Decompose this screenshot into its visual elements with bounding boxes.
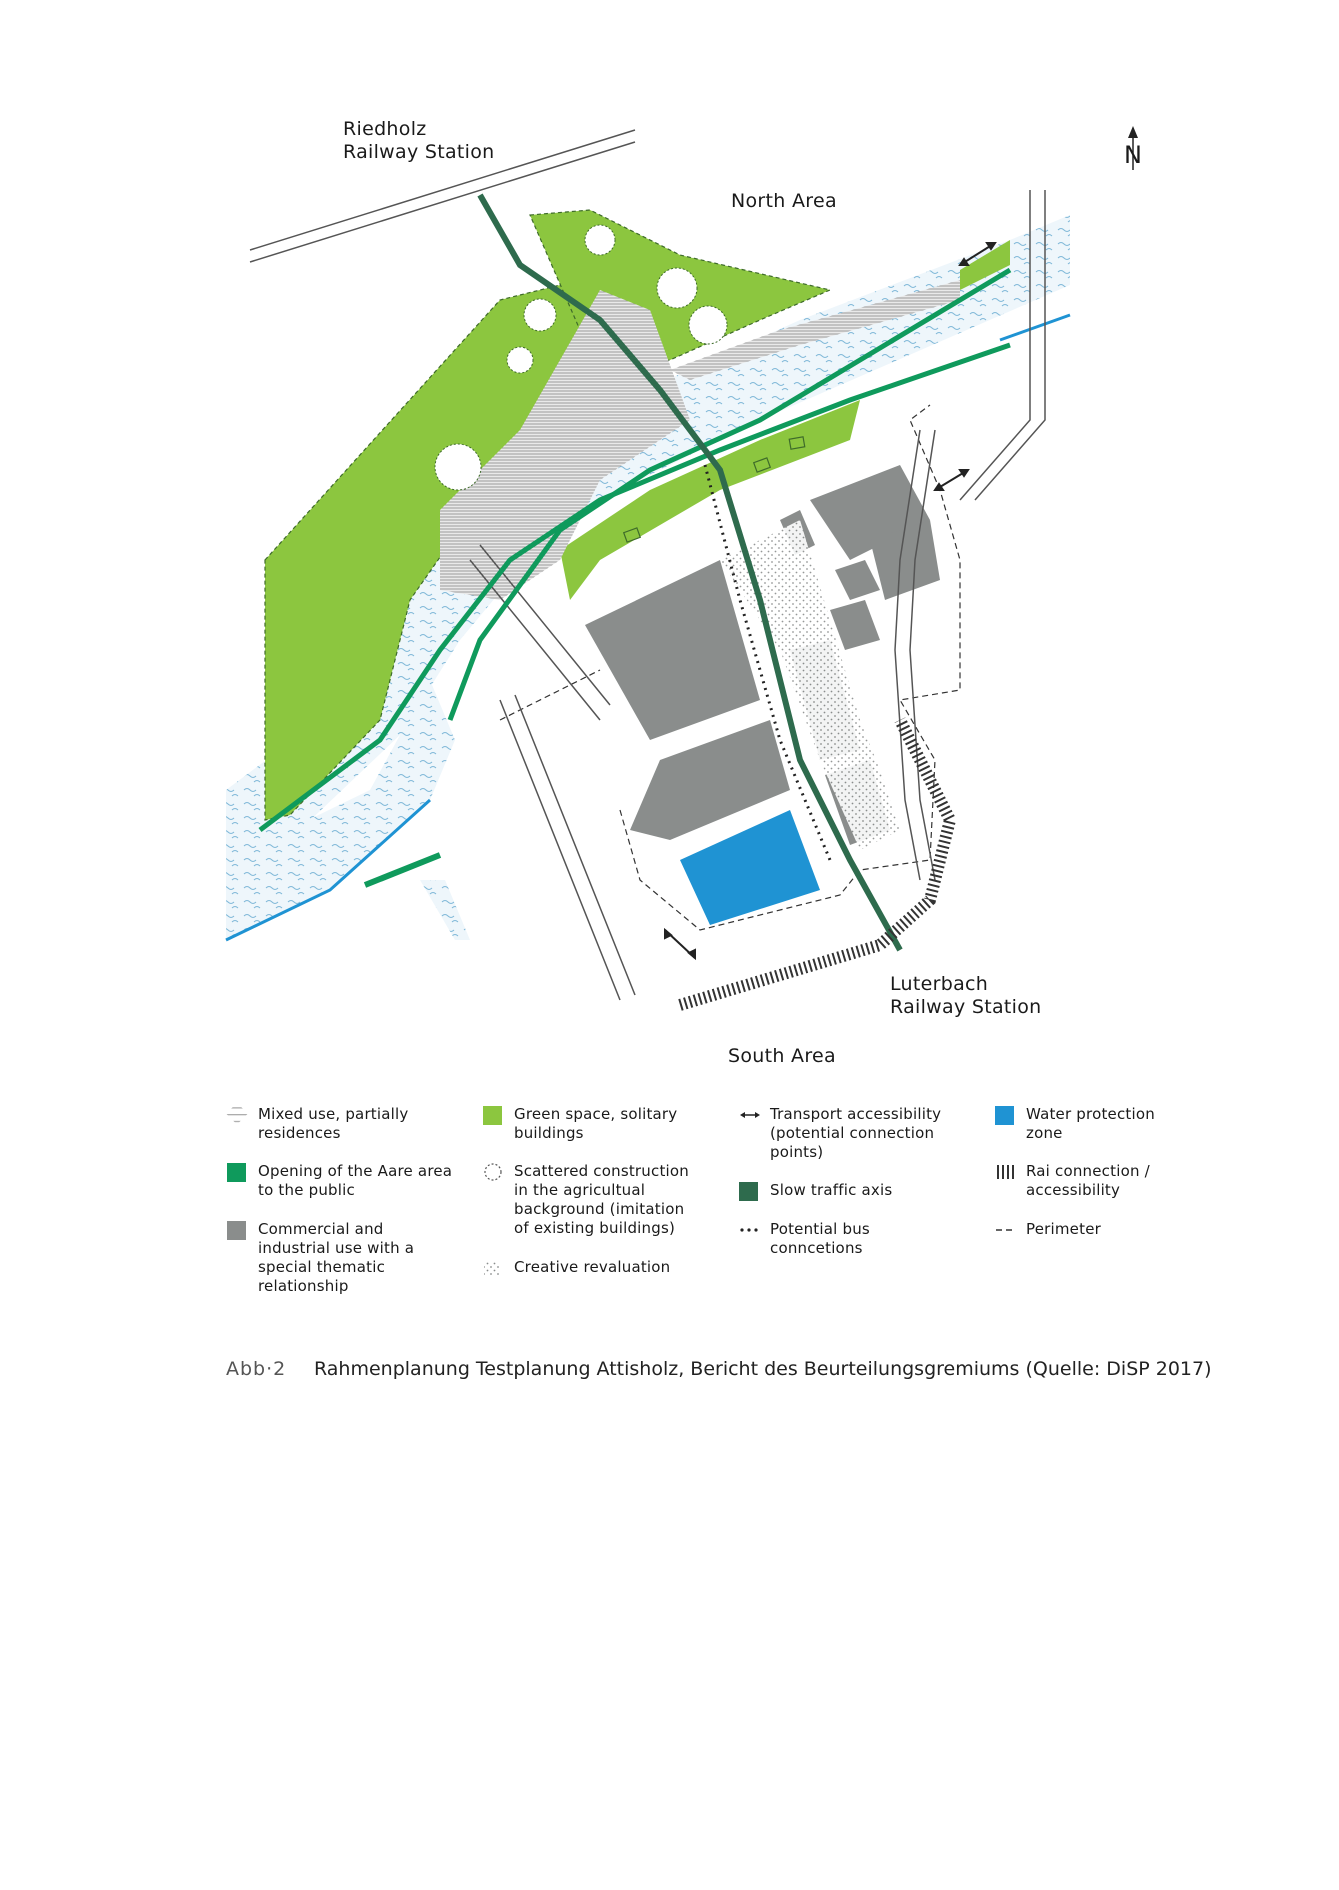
river-south-arm — [420, 880, 470, 940]
light-green-square-icon — [482, 1105, 506, 1125]
figure-caption — [226, 1358, 1212, 1380]
label-riedholz-2: Railway Station — [343, 141, 495, 163]
rail-hatch-icon — [994, 1162, 1018, 1182]
label-south-area: South Area — [728, 1045, 836, 1067]
legend-item-water-protection: Water protection zone — [994, 1105, 1186, 1143]
slow-traffic-square-icon — [738, 1181, 762, 1201]
legend-item-creative: Creative revaluation — [482, 1258, 714, 1278]
legend-item-transport: Transport accessibility (potential connection points) — [738, 1105, 960, 1162]
legend-item-commercial: Commercial and industrial use with a special thematic relationship — [226, 1220, 428, 1296]
dark-green-square-icon — [226, 1162, 250, 1182]
water-protection-zone — [680, 810, 820, 925]
legend-item-bus: Potential bus conncetions — [738, 1220, 920, 1258]
legend-item-aare-opening: Opening of the Aare area to the public — [226, 1162, 458, 1200]
dashed-line-icon — [994, 1220, 1018, 1240]
river-edge-2 — [1000, 315, 1070, 340]
north-symbol: N — [1124, 141, 1143, 169]
label-luterbach-1: Luterbach — [890, 973, 989, 995]
dots-pattern-icon — [482, 1258, 506, 1278]
grey-square-icon — [226, 1220, 250, 1240]
commercial-block-1 — [585, 560, 760, 740]
figure-number: Abb·2 — [226, 1358, 287, 1380]
figure-caption-text: Rahmenplanung Testplanung Attisholz, Bericht des Beurteilungsgremiums (Quelle: DiSP 2017) — [314, 1358, 1212, 1380]
legend-item-scattered: Scattered construction in the agricultual background (imitation of existing buildings) — [482, 1162, 704, 1238]
legend-item-slow-traffic: Slow traffic axis — [738, 1181, 970, 1201]
hatch-icon — [226, 1105, 250, 1125]
dotted-line-icon — [738, 1220, 762, 1240]
label-luterbach-2: Railway Station — [890, 996, 1042, 1018]
dotted-circle-icon — [482, 1162, 506, 1182]
commercial-block-6 — [835, 560, 880, 600]
legend-item-green-space: Green space, solitary buildings — [482, 1105, 694, 1143]
road-south-west — [500, 695, 635, 1000]
legend — [222, 1105, 1182, 1325]
blue-square-icon — [994, 1105, 1018, 1125]
legend-item-rail: Rai connection / accessibility — [994, 1162, 1176, 1200]
label-north-area: North Area — [731, 190, 837, 212]
legend-item-mixed-use: Mixed use, partially residences — [226, 1105, 458, 1143]
commercial-block-7 — [830, 600, 880, 650]
label-riedholz-1: Riedholz — [343, 118, 427, 140]
legend-item-perimeter: Perimeter — [994, 1220, 1226, 1240]
double-arrow-icon — [738, 1105, 762, 1125]
